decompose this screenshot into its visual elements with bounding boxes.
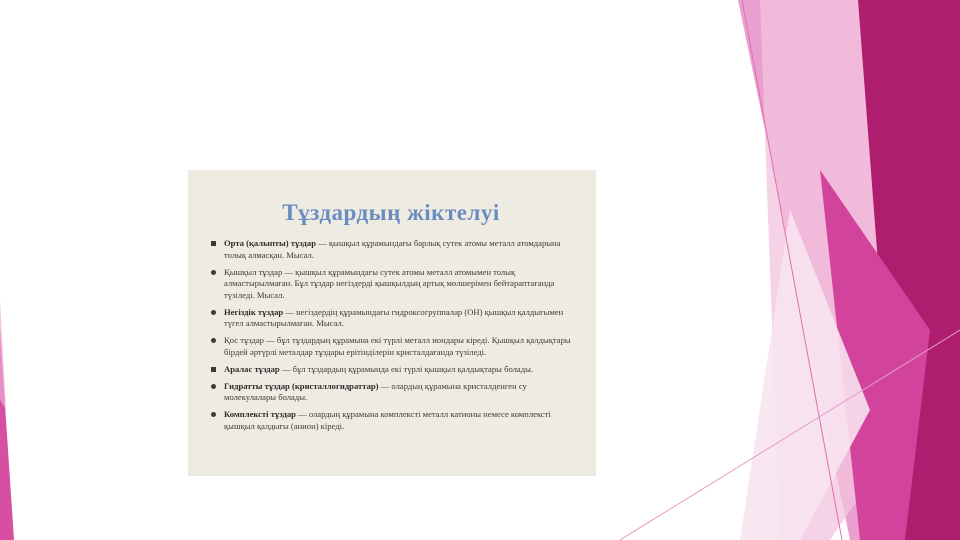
slide-title: Тұздардың жіктелуі [282, 200, 500, 225]
bullet-text: — олардың құрамына комплексті металл катионы немесе комплексті қышқыл қалдығы (анион) кіреді. [224, 409, 551, 431]
bullet-marker-icon [211, 241, 216, 246]
bullet-item [210, 364, 572, 376]
bullet-term: Аралас тұздар [224, 363, 280, 374]
bullet-marker-icon [211, 367, 216, 372]
bullet-term: Гидратты тұздар (кристаллогидраттар) [224, 380, 379, 391]
bullet-text: Қышқыл тұздар — қышқыл құрамындағы сутек атомы металл атомымен толық алмастырылмаған. Бұл тұздар негіздерді қышқылдың артық мөлшерімен бейтараптағанда түзіледі. Мысал. [224, 266, 555, 300]
bullet-item [210, 307, 572, 330]
bullet-item [210, 335, 572, 358]
bullet-marker-icon [211, 338, 216, 343]
bullet-text: — қышқыл құрамындағы барлық сутек атомы металл атомдарына толық алмасқан. Мысал. [224, 238, 561, 260]
bullet-text: Қос тұздар — бұл тұздардың құрамына екі түрлі металл иондары кіреді. Қышқыл қалдықтары бірдей әртүрлі металдар тұздары ерітінділерін кристалдағанда түзіледі. [224, 335, 571, 357]
left-accent-shape-light [0, 300, 6, 410]
bullet-marker-icon [211, 412, 216, 417]
bullet-term: Комплексті тұздар [224, 409, 296, 419]
bullet-marker-icon [211, 270, 216, 275]
bullet-item [210, 238, 572, 261]
bullet-marker-icon [211, 310, 216, 315]
bullet-list [210, 238, 572, 432]
bullet-term: Орта (қалыпты) тұздар [224, 238, 316, 248]
bullet-item [210, 409, 572, 432]
slide-content-image [188, 170, 596, 476]
bullet-item [210, 381, 572, 404]
bullet-item [210, 267, 572, 302]
bullet-text: — бұл тұздардың құрамында екі түрлі қышқыл қалдықтары болады. [279, 363, 534, 374]
bullet-text: — олардың құрамына кристалденген су молекулалары болады. [224, 380, 527, 402]
bullet-text: — негіздердің құрамындағы гидроксогруппалар (ОН) қышқыл қалдығымен түгел алмастырылмаған. Мысал. [224, 306, 564, 328]
bullet-marker-icon [211, 384, 216, 389]
bullet-term: Негіздік тұздар [224, 306, 284, 317]
